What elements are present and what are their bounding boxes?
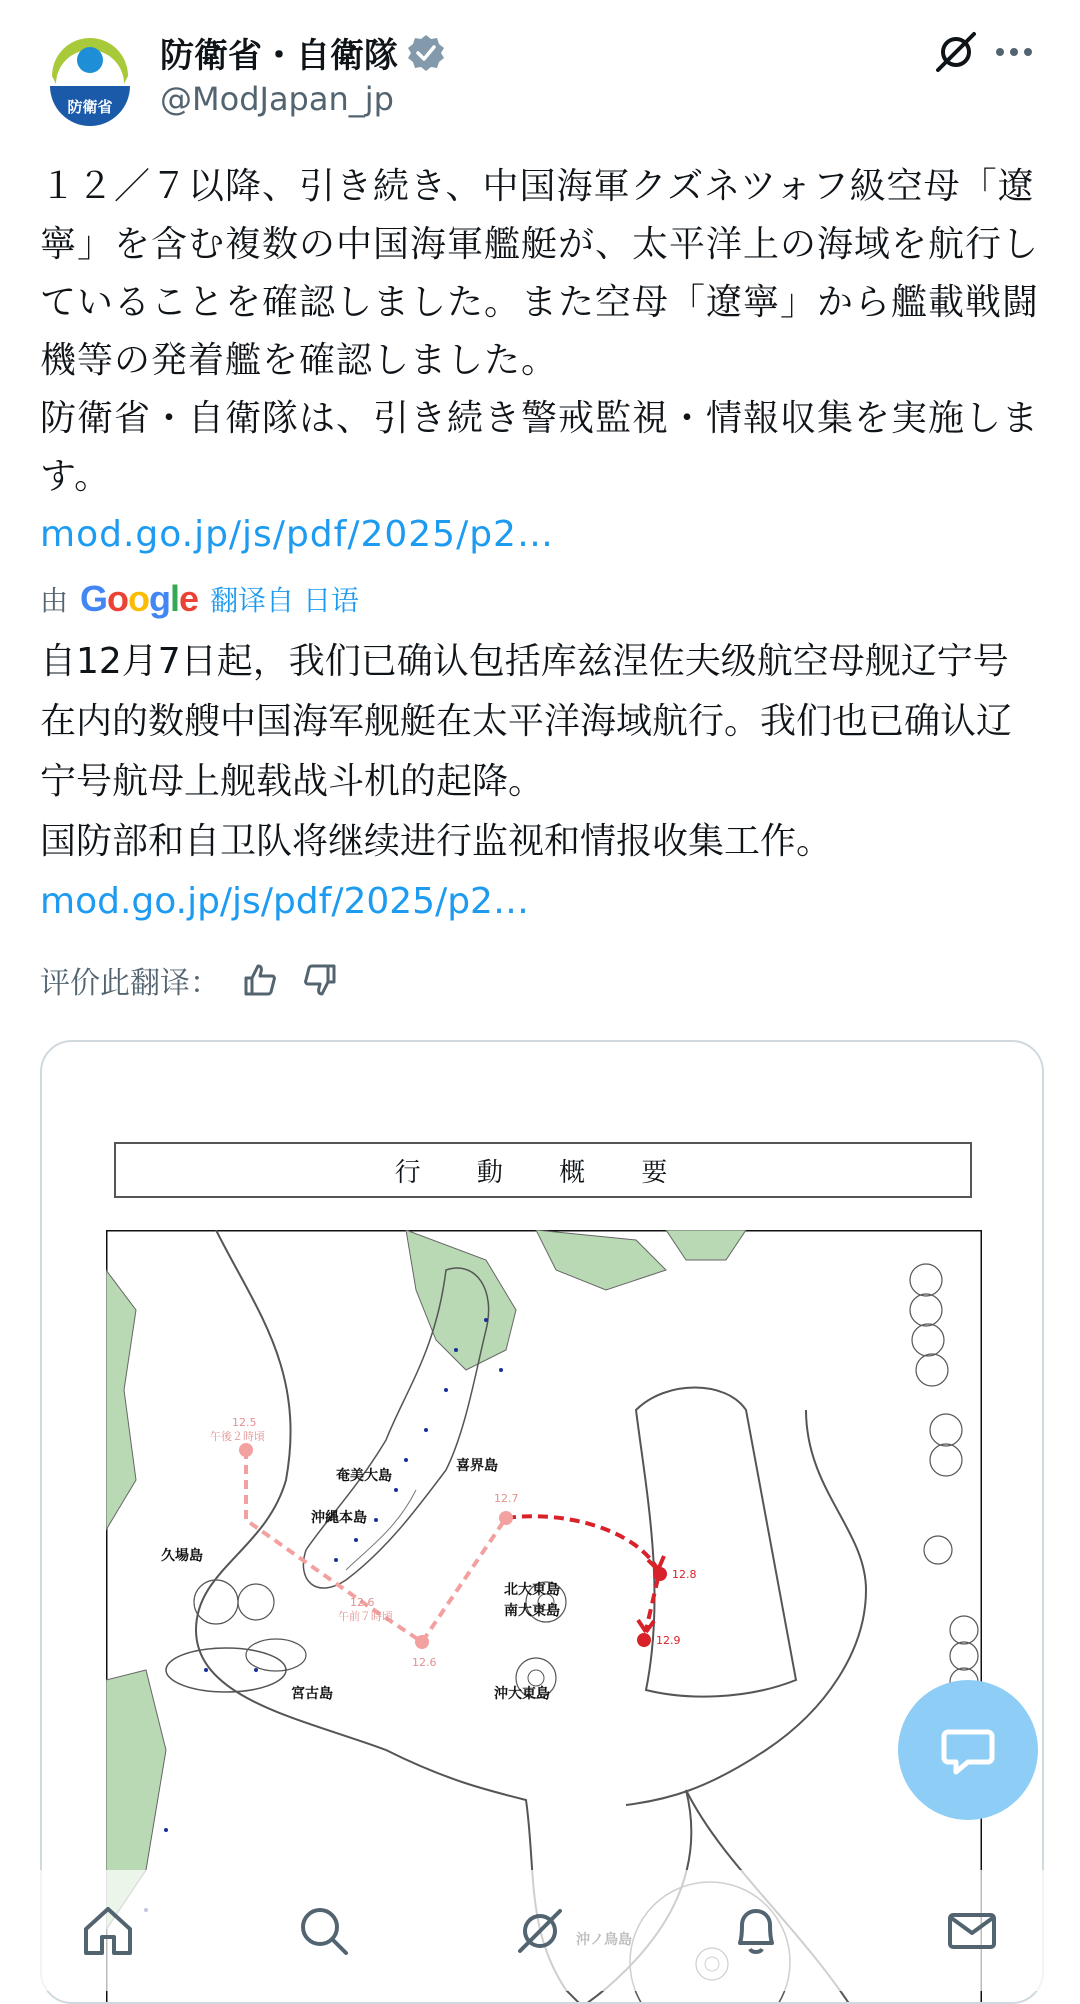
author-name[interactable]: 防衛省・自衛隊 xyxy=(160,36,398,76)
point-label: 12.5 xyxy=(232,1416,257,1429)
map-label-miyako: 宮古島 xyxy=(291,1686,333,1702)
track-point xyxy=(653,1567,667,1581)
map-title: 行 動 概 要 xyxy=(114,1142,972,1198)
point-label: 12.6 xyxy=(412,1656,437,1669)
post-paragraph: 防衛省・自衛隊は、引き続き警戒監視・情報収集を実施します。 xyxy=(40,398,1040,497)
translate-source-link[interactable]: 翻译自 日语 xyxy=(210,584,359,617)
author-name-row[interactable] xyxy=(160,28,446,77)
map-label-kume: 久場島 xyxy=(161,1548,203,1564)
map-label-minamidaito: 南大東島 xyxy=(504,1603,560,1619)
messages-icon[interactable] xyxy=(942,1901,1002,1961)
post-paragraph: 国防部和自卫队将继续进行监视和情报收集工作。 xyxy=(40,821,833,862)
rate-translation xyxy=(40,958,340,1002)
google-logo: Google xyxy=(80,578,199,619)
more-options-icon[interactable] xyxy=(990,30,1038,74)
post-paragraph: １２／７以降、引き続き、中国海軍クズネツォフ級空母「遼寧」を含む複数の中国海軍艦艇が、太平洋上の海域を航行していることを確認しました。また空母「遼寧」から艦載戦闘機等の発着艦を確認しました。 xyxy=(40,166,1040,381)
thumbs-down-icon[interactable] xyxy=(300,960,340,1000)
post-paragraph: 自12月7日起，我们已确认包括库兹涅佐夫级航空母舰辽宁号在内的数艘中国海军舰艇在太平洋海域航行。我们也已确认辽宁号航母上舰载战斗机的起降。 xyxy=(40,641,1013,802)
map-label-kitadaito: 北大東島 xyxy=(504,1582,560,1598)
translated-by-prefix: 由 xyxy=(40,584,69,617)
map-label-kikai: 喜界島 xyxy=(456,1458,498,1474)
grok-nav-icon[interactable] xyxy=(510,1901,570,1961)
track-point xyxy=(499,1511,513,1525)
map-label-amami: 奄美大島 xyxy=(336,1468,392,1484)
track-point xyxy=(239,1443,253,1457)
author-handle[interactable]: @ModJapan_jp xyxy=(160,80,394,118)
avatar-label: 防衛省 xyxy=(67,98,113,116)
verified-badge-icon xyxy=(406,33,446,73)
home-icon[interactable] xyxy=(78,1901,138,1961)
point-label: 12.8 xyxy=(672,1568,697,1581)
translation-attribution xyxy=(40,578,359,620)
point-label: 午前７時頃 xyxy=(338,1610,393,1623)
media-card[interactable] xyxy=(40,1040,1044,2004)
thumbs-up-icon[interactable] xyxy=(240,960,280,1000)
track-point xyxy=(637,1633,651,1647)
map-label-okinawa: 沖縄本島 xyxy=(311,1510,367,1526)
post-text-translated xyxy=(40,632,1040,932)
point-label: 12.9 xyxy=(656,1634,681,1647)
grok-icon[interactable] xyxy=(932,28,980,76)
map-label-okidaito: 沖大東島 xyxy=(494,1686,550,1702)
notifications-icon[interactable] xyxy=(726,1901,786,1961)
avatar[interactable] xyxy=(38,26,142,130)
track-point xyxy=(415,1635,429,1649)
point-label: 午後２時頃 xyxy=(210,1430,265,1443)
compose-button[interactable] xyxy=(898,1680,1038,1820)
bottom-nav xyxy=(0,1870,1080,1991)
post-text-original xyxy=(40,158,1040,564)
rate-label: 评价此翻译： xyxy=(40,966,220,1001)
point-label: 12.7 xyxy=(494,1492,519,1505)
post-link[interactable]: mod.go.jp/js/pdf/2025/p2… xyxy=(40,881,529,922)
point-label: 12.6 xyxy=(350,1596,375,1609)
search-icon[interactable] xyxy=(294,1901,354,1961)
post-link[interactable]: mod.go.jp/js/pdf/2025/p2… xyxy=(40,514,554,555)
chat-bubble-icon xyxy=(938,1720,998,1780)
